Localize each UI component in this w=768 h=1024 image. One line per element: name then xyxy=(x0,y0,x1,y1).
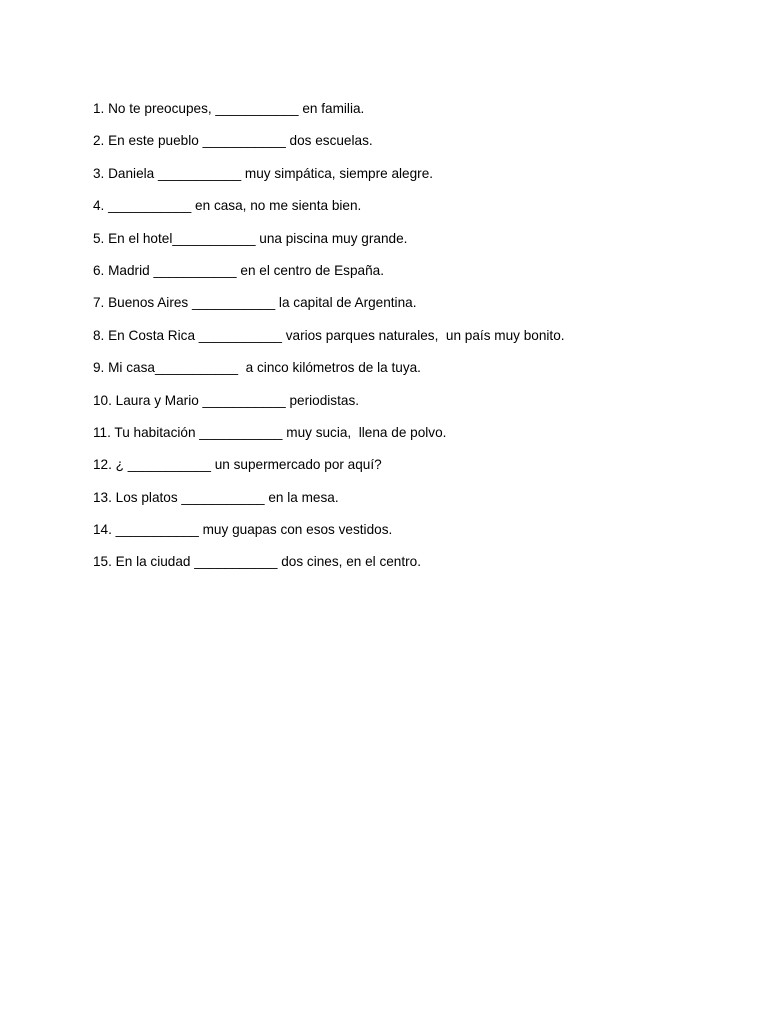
exercise-list xyxy=(93,100,565,586)
exercise-line-1: 1. No te preocupes, ___________ en familia. xyxy=(93,101,365,116)
exercise-line-11: 11. Tu habitación ___________ muy sucia, llena de polvo. xyxy=(93,424,447,440)
exercise-line-10: 10. Laura y Mario ___________ periodistas. xyxy=(93,392,360,408)
exercise-line-15: 15. En la ciudad ___________ dos cines, en el centro. xyxy=(93,554,422,570)
exercise-line-13: 13. Los platos ___________ en la mesa. xyxy=(93,489,339,505)
exercise-line-2: 2. En este pueblo ___________ dos escuelas. xyxy=(93,133,373,149)
exercise-line-14: 14. ___________ muy guapas con esos vestidos. xyxy=(93,522,393,538)
exercise-line-8: 8. En Costa Rica ___________ varios parques naturales, un país muy bonito. xyxy=(93,327,565,343)
exercise-line-9: 9. Mi casa___________ a cinco kilómetros de la tuya. xyxy=(93,360,421,376)
exercise-line-6: 6. Madrid ___________ en el centro de España. xyxy=(93,262,384,278)
exercise-line-7: 7. Buenos Aires ___________ la capital de Argentina. xyxy=(93,295,417,311)
exercise-line-4: 4. ___________ en casa, no me sienta bien. xyxy=(93,198,362,214)
exercise-line-12: 12. ¿ ___________ un supermercado por aquí? xyxy=(93,457,382,473)
exercise-line-3: 3. Daniela ___________ muy simpática, siempre alegre. xyxy=(93,165,434,181)
exercise-line-5: 5. En el hotel___________ una piscina muy grande. xyxy=(93,230,408,246)
